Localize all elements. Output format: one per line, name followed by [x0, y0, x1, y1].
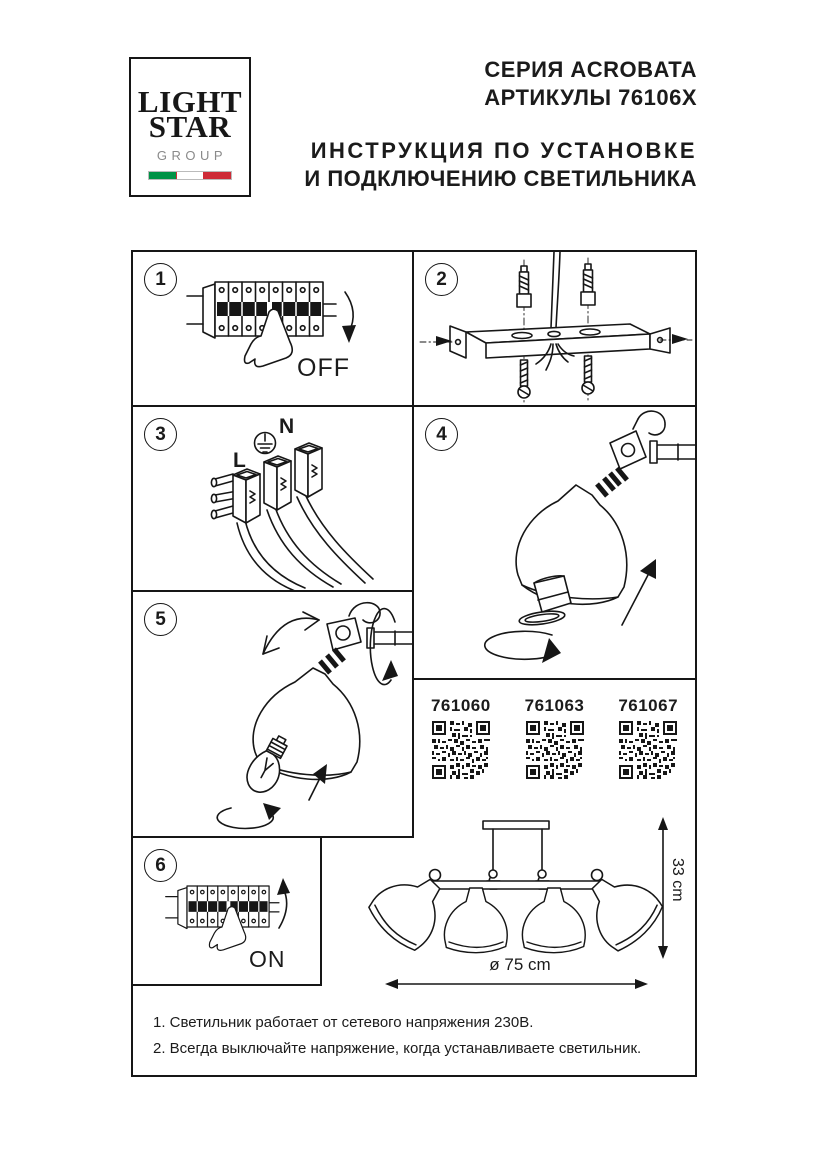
article-number: 761063 — [524, 696, 585, 715]
article-number: 761067 — [618, 696, 679, 715]
qr-code-icon — [526, 721, 584, 779]
height-dimension-label: 33 cm — [669, 858, 686, 902]
step-number-badge: 4 — [425, 418, 458, 451]
instruction-title-line1: ИНСТРУКЦИЯ ПО УСТАНОВКЕ — [310, 138, 697, 163]
document-header — [260, 56, 697, 193]
lamp-adjustment-illustration — [133, 592, 412, 836]
qr-item — [414, 680, 508, 818]
step-number-badge: 5 — [144, 603, 177, 636]
italian-flag-icon — [148, 171, 232, 180]
lightstar-logo — [129, 57, 251, 197]
qr-code-section — [414, 680, 695, 818]
step-panel-5 — [131, 590, 414, 838]
qr-code-icon — [432, 721, 490, 779]
instruction-title-line2: И ПОДКЛЮЧЕНИЮ СВЕТИЛЬНИКА — [304, 166, 697, 191]
qr-item — [601, 680, 695, 818]
logo-star: STAR — [148, 109, 232, 144]
chandelier-dimensions-illustration — [340, 812, 692, 1008]
qr-code-icon — [619, 721, 677, 779]
on-label: ON — [249, 946, 286, 972]
terminal-n-label: N — [279, 415, 295, 438]
note-line-2: 2. Всегда выключайте напряжение, когда устанавливаете светильник. — [153, 1040, 642, 1057]
terminal-l-label: L — [233, 449, 246, 472]
articles-title: АРТИКУЛЫ 76106X — [484, 85, 697, 110]
article-number: 761060 — [430, 696, 491, 715]
qr-item — [508, 680, 602, 818]
diameter-dimension-label: ø 75 cm — [489, 955, 551, 974]
shade-assembly-illustration — [414, 407, 695, 678]
note-line-1: 1. Светильник работает от сетевого напряжения 230В. — [153, 1014, 534, 1031]
logo-light: LIGHT — [137, 84, 243, 119]
step-number-badge: 3 — [144, 418, 177, 451]
step-panel-2 — [412, 250, 697, 407]
step-number-badge: 6 — [144, 849, 177, 882]
footnotes — [153, 1010, 683, 1062]
step-number-badge: 1 — [144, 263, 177, 296]
step-panel-1 — [131, 250, 414, 407]
step-panel-6 — [131, 836, 322, 986]
logo-group: GROUP — [156, 148, 228, 163]
step-panel-3 — [131, 405, 414, 592]
off-label: OFF — [297, 354, 350, 382]
step-number-badge: 2 — [425, 263, 458, 296]
step-panel-4 — [412, 405, 697, 680]
series-title: СЕРИЯ ACROBATA — [484, 57, 697, 82]
